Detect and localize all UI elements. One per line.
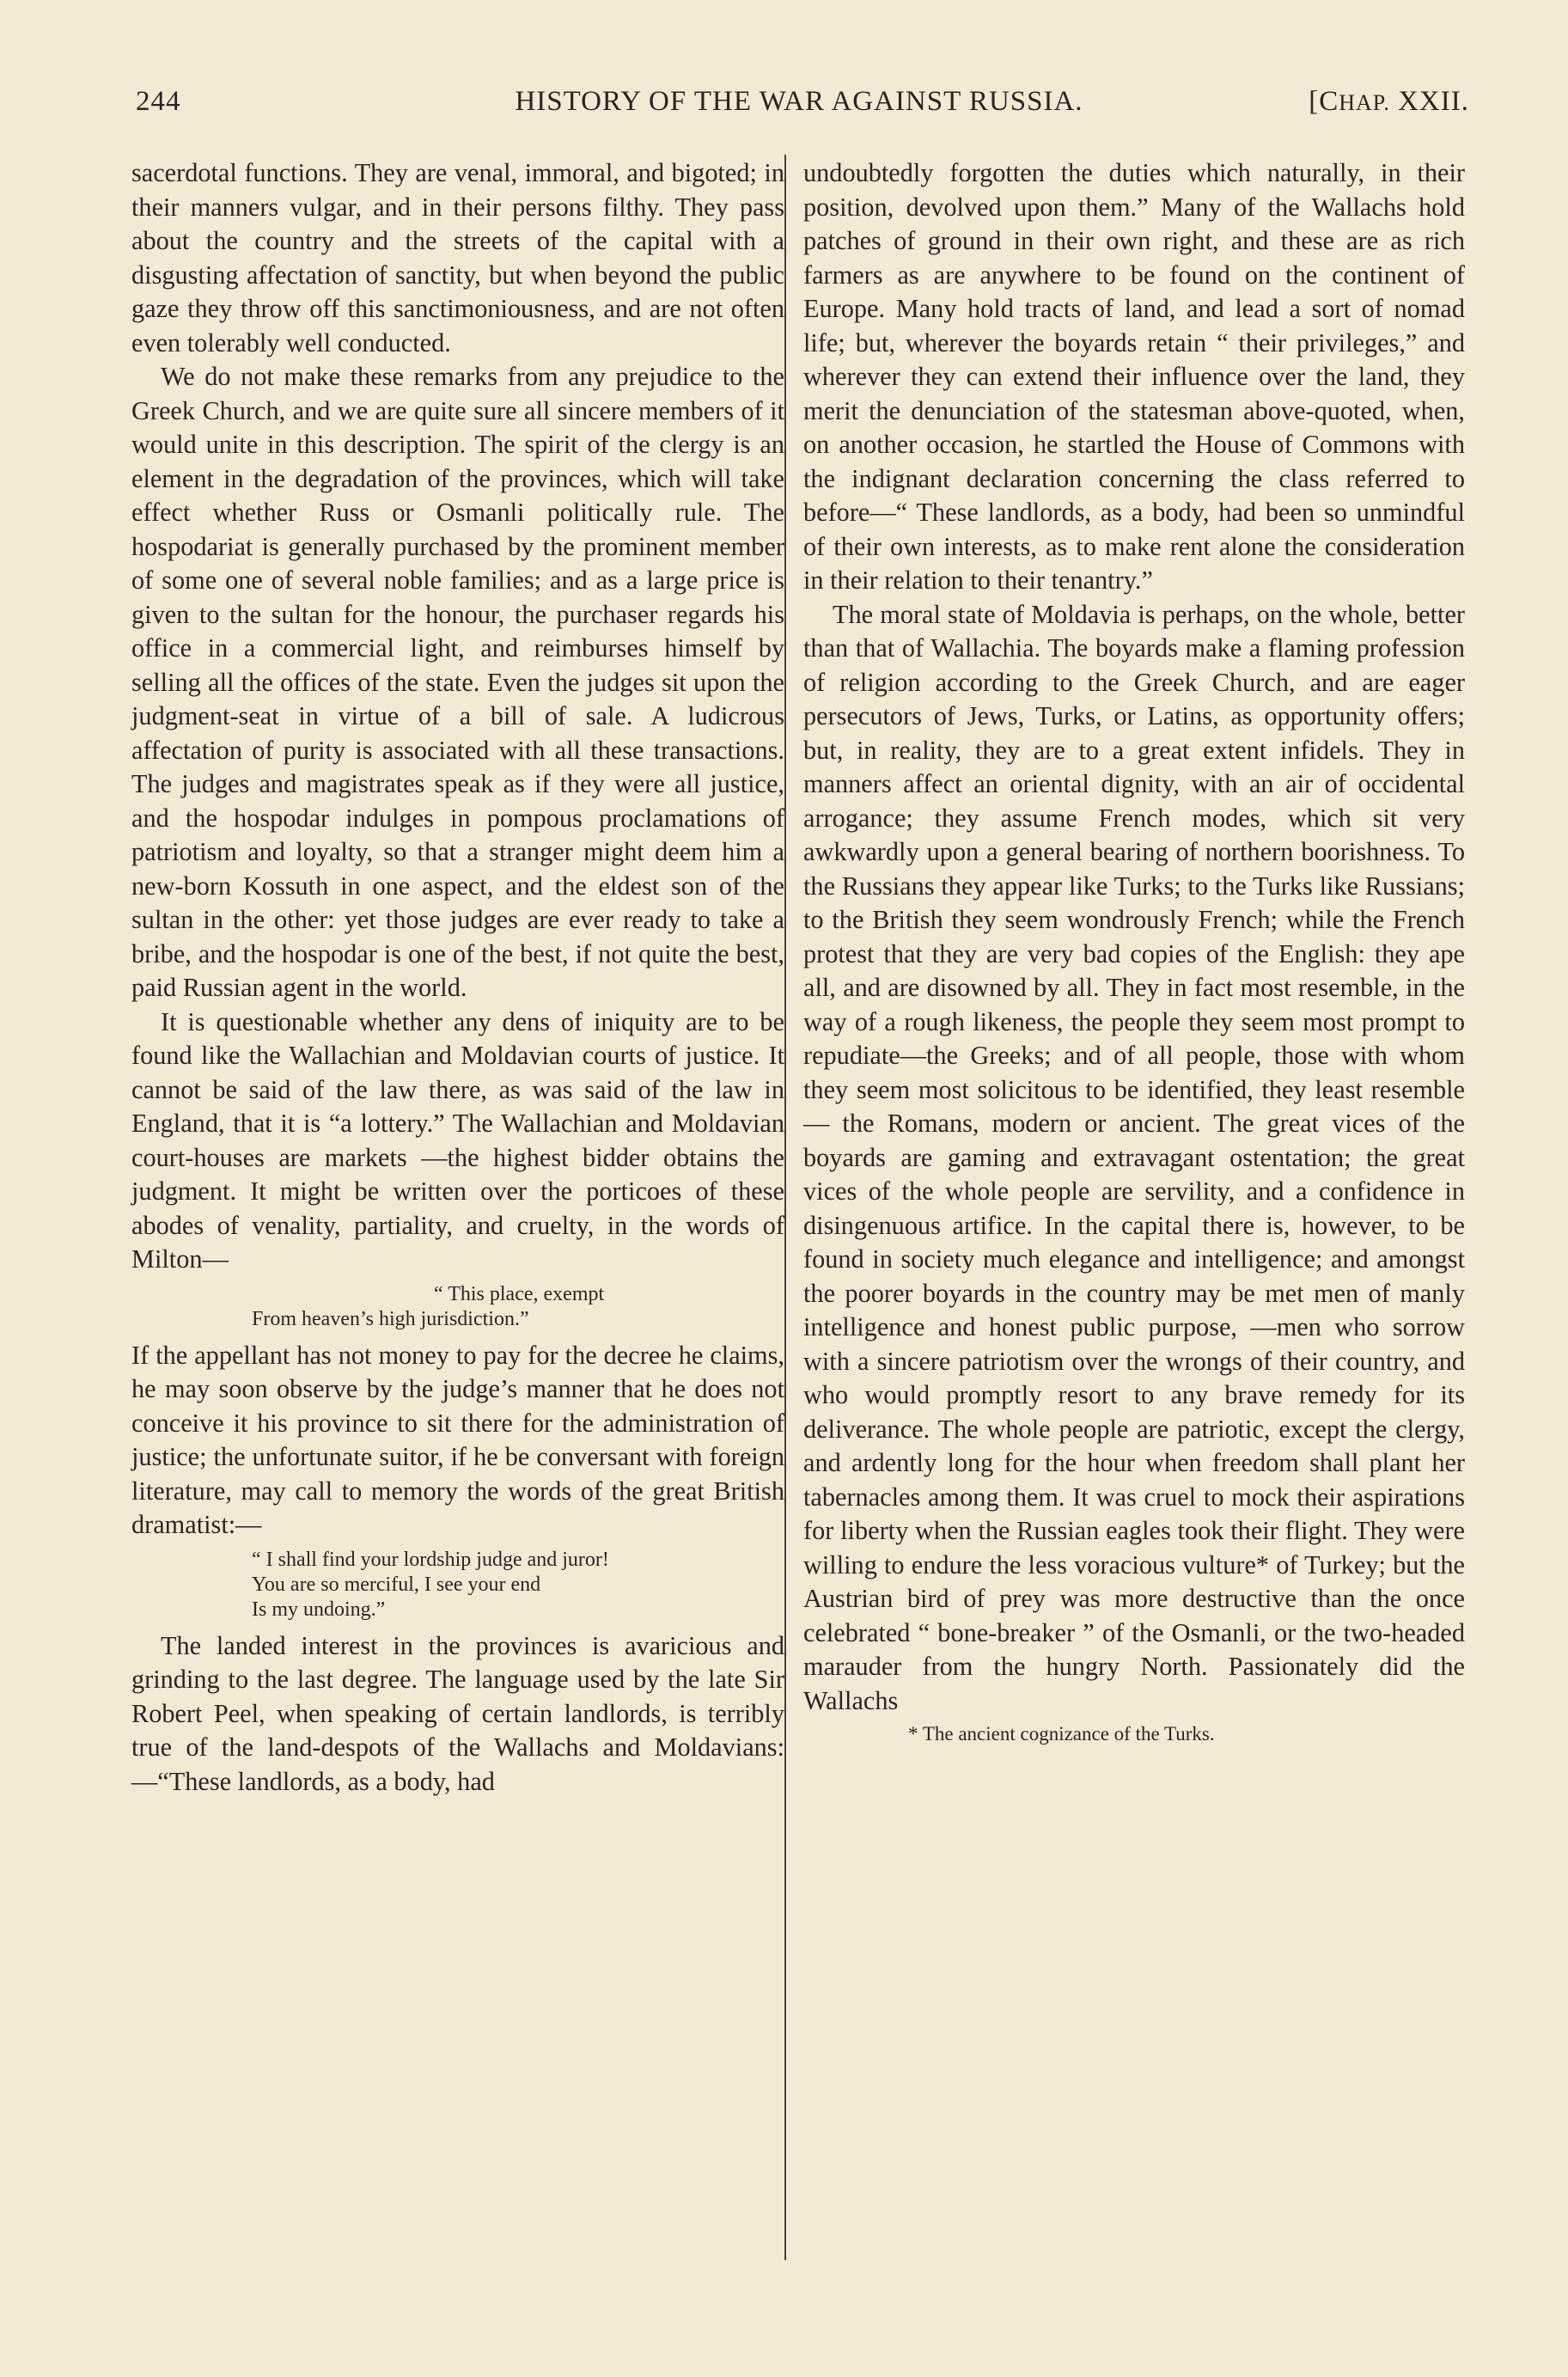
chapter-prefix: [C	[1309, 86, 1339, 117]
chapter-small-caps: HAP.	[1339, 90, 1390, 115]
paragraph: If the appellant has not money to pay for the decree he claims, he may soon observe by the judge’s manner that he does not conceive it his province to sit there for the administration of justice; the unfortunate suitor, if he be conversant with foreign literature, may call to memory the words of the great British dramatist:—	[131, 1340, 784, 1539]
chapter-label	[1309, 86, 1469, 118]
paragraph: The landed interest in the provinces is avaricious and grinding to the last degree. The language used by the late Sir Robert Peel, when speaking of certain landlords, is terribly true of the land-despots of the Wallachs and Moldavians:—“These landlords, as a body, had	[131, 1630, 784, 1796]
quote-line: “ I shall find your lordship judge and juror!	[252, 1548, 609, 1571]
shakespeare-quote	[131, 1548, 784, 1622]
running-title: HISTORY OF THE WAR AGAINST RUSSIA.	[515, 86, 1083, 117]
column-divider	[784, 155, 786, 2260]
footnote: * The ancient cognizance of the Turks.	[908, 1723, 1215, 1745]
left-column	[131, 156, 784, 1799]
paragraph: The moral state of Moldavia is perhaps, on the whole, better than that of Wallachia. The boyards make a flaming profession of religion according to the Greek Church, and are eager persecutors of Jews, Turks, or Latins, as opportunity offers; but, in reality, they are to a great extent infidels. They in manners affect an oriental dignity, with an air of occidental arrogance; they assume French modes, which sit very awkwardly upon a general bearing of northern boorishness. To the Russians they appear like Turks; to the Turks like Russians; to the British they seem wondrously French; while the French protest that they are very bad copies of the English: they ape all, and are disowned by all. They in fact most resemble, in the way of a rough likeness, the people they seem most prompt to repudiate—the Greeks; and of all people, those with whom they seem most solicitous to be identified, they least resemble— the Romans, modern or ancient. The great vices of the boyards are gaming and extravagant ostentation; the great vices of the whole people are servility, and a confidence in disingenuous artifice. In the capital there is, however, to be found in society much elegance and intelligence; and amongst the poorer boyards in the country may be met men of manly intelligence and honest public purpose, —men who sorrow with a sincere patriotism over the wrongs of their country, and who would promptly resort to any brave remedy for its deliverance. The whole people are patriotic, except the clergy, and ardently long for the hour when freedom shall plant her tabernacles among them. It was cruel to mock their aspirations for liberty when the Russian eagles took their flight. They were willing to endure the less voracious vulture* of Turkey; but the Austrian bird of prey was more destructive than the once celebrated “ bone-breaker ” of the Osmanli, or the two-headed marauder from the hungry North. Passionately did the Wallachs	[803, 599, 1465, 1715]
quote-line: Is my undoing.”	[252, 1598, 386, 1621]
paragraph: It is questionable whether any dens of iniquity are to be found like the Wallachian and Moldavian courts of justice. It cannot be said of the law there, as was said of the law in England, that it is “a lottery.” The Wallachian and Moldavian court-houses are markets —the highest bidder obtains the judgment. It might be written over the porticoes of these abodes of venality, partiality, and cruelty, in the words of Milton—	[131, 1006, 784, 1274]
milton-quote	[131, 1282, 784, 1332]
right-column	[803, 156, 1465, 1747]
paragraph: We do not make these remarks from any prejudice to the Greek Church, and we are quite sure all sincere members of it would unite in this description. The spirit of the clergy is an element in the degradation of the provinces, which will take effect whether Russ or Osmanli politically rule. The hospodariat is generally purchased by the prominent member of some one of several noble families; and as a large price is given to the sultan for the honour, the purchaser regards his office in a commercial light, and reimburses himself by selling all the offices of the state. Even the judges sit upon the judgment-seat in virtue of a bill of sale. A ludicrous affectation of purity is associated with all these transactions. The judges and magistrates speak as if they were all justice, and the hospodar indulges in pompous proclamations of patriotism and loyalty, so that a stranger might deem him a new-born Kossuth in one aspect, and the eldest son of the sultan in the other: yet those judges are ever ready to take a bribe, and the hospodar is one of the best, if not quite the best, paid Russian agent in the world.	[131, 362, 784, 1002]
page-number: 244	[136, 86, 181, 117]
chapter-number: XXII.	[1398, 86, 1469, 117]
paragraph: undoubtedly forgotten the duties which naturally, in their position, devolved upon them.” Many of the Wallachs hold patches of ground in their own right, and these are as rich farmers as are anywhere to be found on the continent of Europe. Many hold tracts of land, and lead a sort of nomad life; but, wherever the boyards retain “ their privileges,” and wherever they can extend their influence over the land, they merit the denunciation of the statesman above-quoted, when, on another occasion, he startled the House of Commons with the indignant declaration concerning the class referred to before—“ These landlords, as a body, had been so unmindful of their own interests, as to make rent alone the consideration in their relation to their tenantry.”	[803, 158, 1465, 595]
paragraph: sacerdotal functions. They are venal, immoral, and bigoted; in their manners vulgar, and in their persons filthy. They pass about the country and the streets of the capital with a disgusting affectation of sanctity, but when beyond the public gaze they throw off this sanctimoniousness, and are not often even tolerably well conducted.	[131, 158, 784, 357]
quote-line: “ This place, exempt	[434, 1282, 605, 1305]
quote-line: From heaven’s high jurisdiction.”	[252, 1307, 529, 1330]
running-header	[129, 86, 1469, 129]
quote-line: You are so merciful, I see your end	[252, 1573, 541, 1596]
